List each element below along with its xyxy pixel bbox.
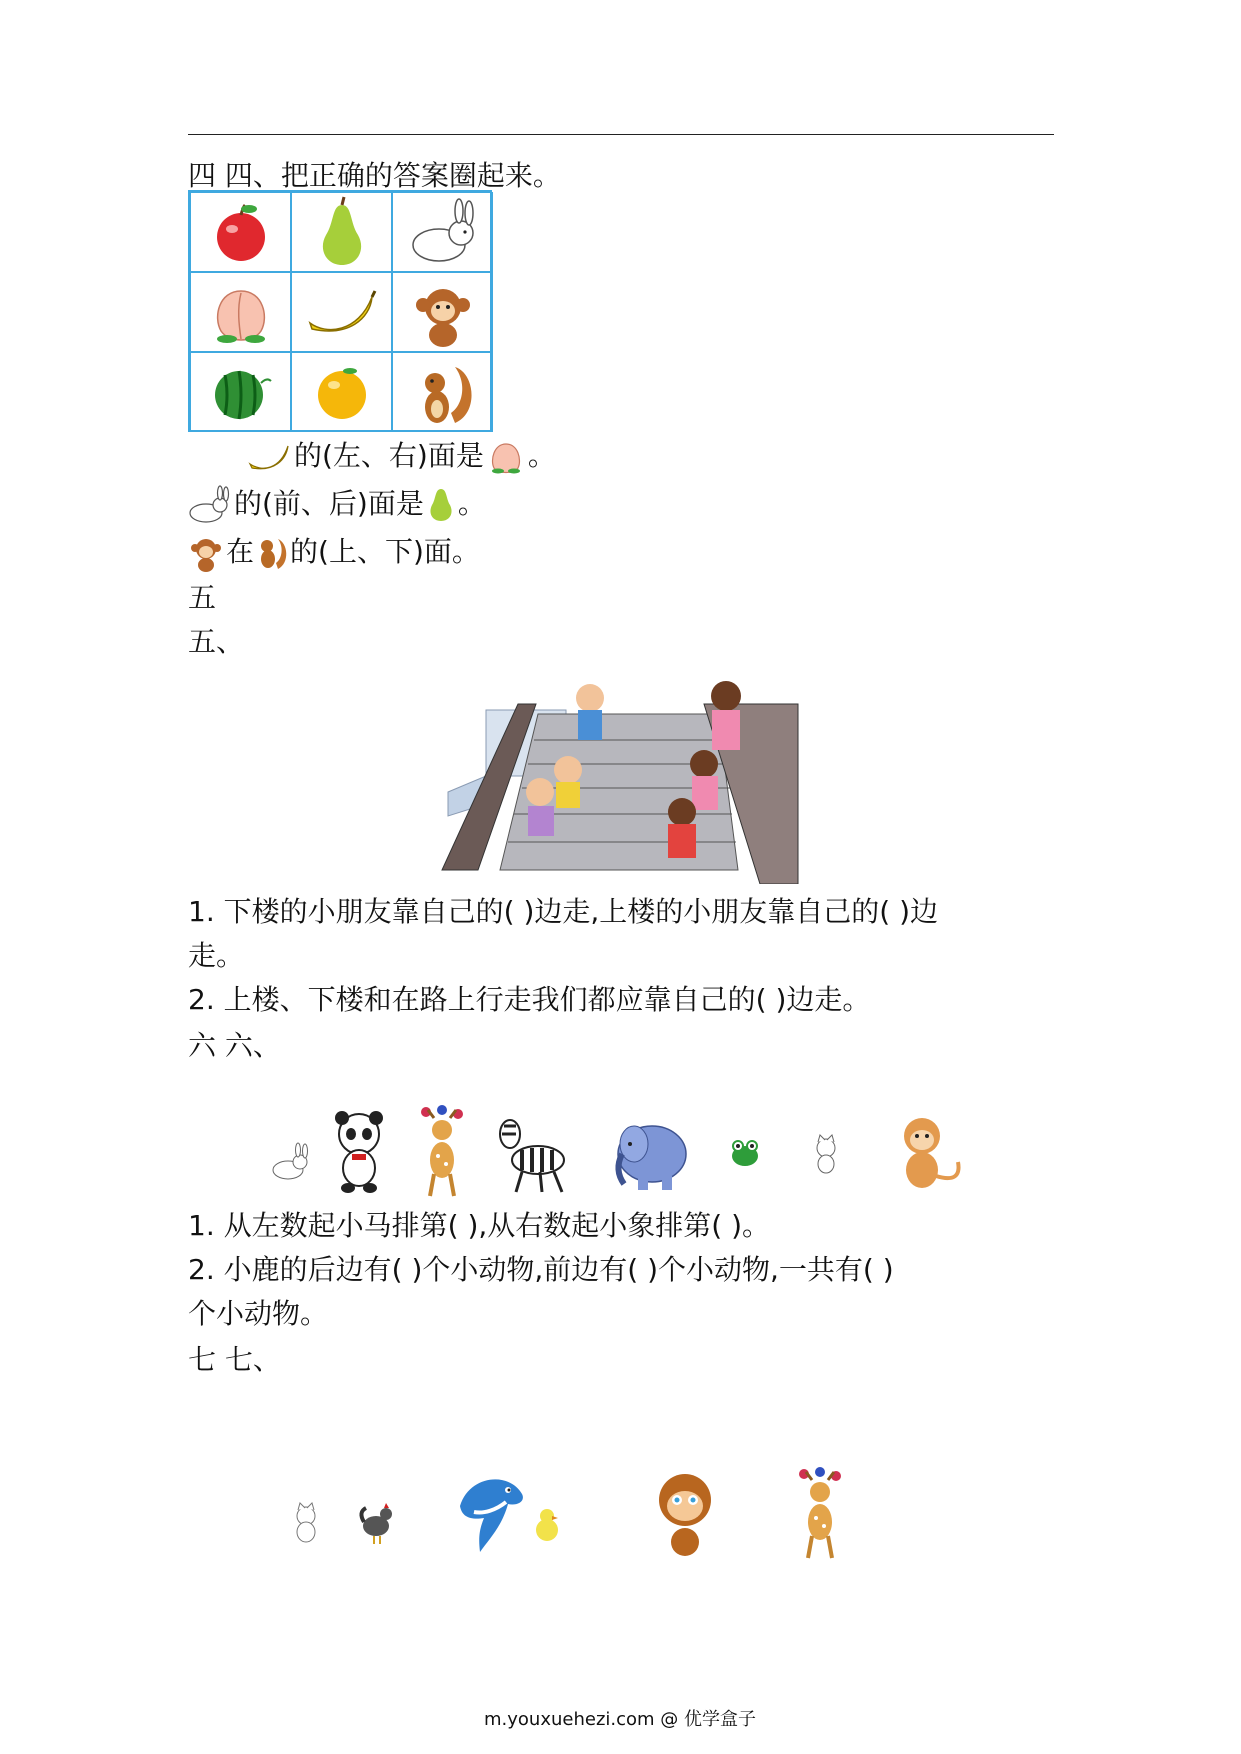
grid-cell-watermelon[interactable] (190, 352, 291, 432)
header-rule (188, 134, 1054, 135)
rabbit-icon (393, 193, 492, 271)
section6-animal-row (270, 1110, 970, 1210)
section7-animal-row (280, 1466, 980, 1576)
grid-cell-banana[interactable] (291, 272, 392, 352)
orange-icon (292, 353, 391, 431)
q4-3-text: 的(上、下)面。 (290, 535, 480, 568)
grid-cell-squirrel[interactable] (392, 352, 493, 432)
q4-2-text: 的(前、后)面是 (234, 487, 424, 520)
chick-icon[interactable] (530, 1506, 564, 1544)
grid-cell-apple[interactable] (190, 192, 291, 272)
section5-question-1-line1: 1. 下楼的小朋友靠自己的( )边走,上楼的小朋友靠自己的( )边 (188, 895, 939, 928)
grid-cell-monkey[interactable] (392, 272, 493, 352)
peach-icon (484, 438, 528, 476)
section5-question-1-line2: 走。 (188, 939, 245, 972)
section6-question-1: 1. 从左数起小马排第( ),从右数起小象排第( )。 (188, 1209, 771, 1242)
pear-icon (292, 193, 391, 271)
q4-2-end: 。 (457, 487, 486, 520)
panda-icon[interactable] (326, 1110, 392, 1194)
grid-cell-pear[interactable] (291, 192, 392, 272)
grid-cell-rabbit[interactable] (392, 192, 493, 272)
rabbit-icon[interactable] (270, 1140, 314, 1184)
monkey-icon (393, 273, 492, 351)
pear-icon (424, 485, 458, 525)
stairs-illustration (438, 664, 802, 884)
section4-title: 四 四、把正确的答案圈起来。 (188, 159, 561, 192)
section6-heading: 六 六、 (188, 1029, 281, 1062)
q4-1-end: 。 (527, 439, 556, 472)
section7-heading: 七 七、 (188, 1343, 281, 1376)
section5-heading-a: 五 (188, 581, 217, 614)
dolphin-icon[interactable] (450, 1466, 530, 1558)
monkey-icon[interactable] (890, 1112, 966, 1196)
frog-icon[interactable] (730, 1138, 760, 1168)
banana-icon (292, 273, 391, 351)
fruit-animal-grid (188, 190, 492, 432)
elephant-icon[interactable] (608, 1114, 690, 1192)
monkey-icon (186, 533, 226, 573)
cat-icon[interactable] (810, 1134, 842, 1174)
apple-icon (191, 193, 290, 271)
zebra-icon[interactable] (492, 1112, 578, 1196)
question-4-1 (246, 436, 556, 476)
footer-watermark: m.youxuehezi.com @ 优学盒子 (484, 1709, 757, 1730)
cat-icon[interactable] (290, 1502, 322, 1544)
rooster-icon[interactable] (356, 1502, 396, 1546)
q4-3-mid: 在 (226, 535, 255, 568)
section5-heading-b: 五、 (188, 625, 245, 658)
deer-icon[interactable] (790, 1466, 852, 1562)
rabbit-icon (186, 485, 234, 525)
question-4-3 (186, 532, 480, 573)
peach-icon (191, 273, 290, 351)
monkey-icon[interactable] (650, 1470, 720, 1558)
grid-cell-peach[interactable] (190, 272, 291, 352)
watermelon-icon (191, 353, 290, 431)
question-4-2 (186, 484, 486, 525)
grid-cell-orange[interactable] (291, 352, 392, 432)
section6-question-2-line2: 个小动物。 (188, 1297, 329, 1330)
section5-question-2: 2. 上楼、下楼和在路上行走我们都应靠自己的( )边走。 (188, 983, 871, 1016)
banana-icon (246, 438, 294, 476)
deer-icon[interactable] (412, 1104, 474, 1200)
squirrel-icon (393, 353, 492, 431)
section6-question-2-line1: 2. 小鹿的后边有( )个小动物,前边有( )个小动物,一共有( ) (188, 1253, 894, 1286)
squirrel-icon (254, 533, 290, 573)
q4-1-text: 的(左、右)面是 (294, 439, 484, 472)
